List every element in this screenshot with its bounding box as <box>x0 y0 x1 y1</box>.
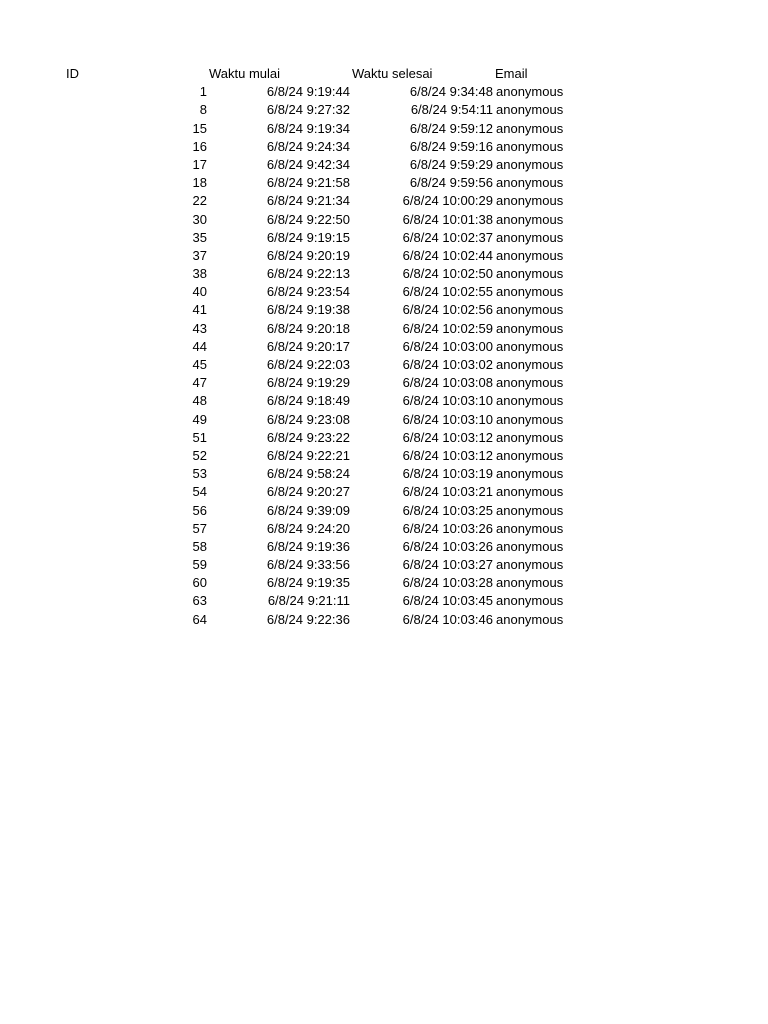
header-end-time: Waktu selesai <box>352 66 433 81</box>
cell-end-time: 6/8/24 10:03:10 <box>402 393 493 409</box>
cell-end-time: 6/8/24 10:03:27 <box>402 557 493 573</box>
cell-end-time: 6/8/24 10:03:19 <box>402 466 493 482</box>
cell-start-time: 6/8/24 9:19:44 <box>266 84 350 100</box>
data-table <box>0 65 768 629</box>
cell-end-time: 6/8/24 10:03:21 <box>402 484 493 500</box>
cell-id: 41 <box>192 302 207 318</box>
cell-start-time: 6/8/24 9:23:54 <box>266 284 350 300</box>
cell-start-time: 6/8/24 9:24:20 <box>266 520 350 536</box>
cell-start-time: 6/8/24 9:23:22 <box>266 429 350 445</box>
cell-end-time: 6/8/24 10:03:12 <box>402 447 493 463</box>
cell-email: anonymous <box>496 593 564 609</box>
cell-start-time: 6/8/24 9:19:15 <box>266 229 350 245</box>
cell-email: anonymous <box>496 466 564 482</box>
table-row <box>0 283 768 301</box>
cell-start-time: 6/8/24 9:19:38 <box>266 302 350 318</box>
cell-start-time: 6/8/24 9:19:29 <box>266 375 350 391</box>
cell-end-time: 6/8/24 10:03:08 <box>402 375 493 391</box>
cell-id: 45 <box>192 357 207 372</box>
cell-email: anonymous <box>496 484 564 500</box>
cell-email: anonymous <box>496 411 564 427</box>
cell-email: anonymous <box>496 447 564 463</box>
table-row <box>0 520 768 538</box>
cell-start-time: 6/8/24 9:22:21 <box>266 447 350 463</box>
cell-id: 58 <box>192 538 207 554</box>
cell-end-time: 6/8/24 10:02:55 <box>402 284 493 300</box>
cell-id: 51 <box>192 429 207 445</box>
table-row <box>0 538 768 556</box>
cell-id: 18 <box>192 175 207 191</box>
cell-end-time: 6/8/24 10:02:44 <box>402 247 493 263</box>
cell-id: 44 <box>192 338 207 354</box>
cell-id: 48 <box>192 393 207 409</box>
cell-email: anonymous <box>496 575 564 591</box>
cell-end-time: 6/8/24 9:34:48 <box>409 84 493 100</box>
cell-end-time: 6/8/24 9:59:29 <box>409 156 493 172</box>
table-row <box>0 247 768 265</box>
table-row <box>0 101 768 119</box>
cell-start-time: 6/8/24 9:19:36 <box>266 538 350 554</box>
cell-id: 63 <box>192 593 207 609</box>
table-row <box>0 556 768 574</box>
table-row <box>0 465 768 483</box>
cell-id: 38 <box>192 266 207 282</box>
table-row <box>0 192 768 210</box>
header-email: Email <box>495 66 528 81</box>
cell-end-time: 6/8/24 10:03:26 <box>402 520 493 536</box>
table-row <box>0 120 768 138</box>
table-row <box>0 356 768 374</box>
cell-end-time: 6/8/24 10:03:10 <box>402 411 493 427</box>
cell-id: 47 <box>192 375 207 391</box>
cell-email: anonymous <box>496 102 564 118</box>
cell-end-time: 6/8/24 9:59:56 <box>409 175 493 191</box>
cell-email: anonymous <box>496 284 564 300</box>
table-row <box>0 174 768 192</box>
table-row <box>0 483 768 501</box>
cell-end-time: 6/8/24 10:03:02 <box>402 357 493 372</box>
cell-email: anonymous <box>496 429 564 445</box>
cell-end-time: 6/8/24 10:03:25 <box>402 502 493 518</box>
cell-start-time: 6/8/24 9:20:17 <box>266 338 350 354</box>
cell-id: 1 <box>199 84 207 100</box>
cell-start-time: 6/8/24 9:33:56 <box>266 557 350 573</box>
cell-start-time: 6/8/24 9:21:58 <box>266 175 350 191</box>
cell-email: anonymous <box>496 229 564 245</box>
cell-start-time: 6/8/24 9:19:35 <box>266 575 350 591</box>
cell-start-time: 6/8/24 9:22:13 <box>266 266 350 282</box>
table-row <box>0 156 768 174</box>
cell-start-time: 6/8/24 9:58:24 <box>266 466 350 482</box>
cell-id: 49 <box>192 411 207 427</box>
cell-start-time: 6/8/24 9:23:08 <box>266 411 350 427</box>
cell-email: anonymous <box>496 611 564 627</box>
cell-start-time: 6/8/24 9:24:34 <box>266 138 350 154</box>
cell-id: 57 <box>192 520 207 536</box>
cell-email: anonymous <box>496 84 564 100</box>
table-row <box>0 611 768 629</box>
cell-id: 8 <box>199 102 207 118</box>
table-row <box>0 411 768 429</box>
cell-end-time: 6/8/24 10:03:12 <box>402 429 493 445</box>
cell-start-time: 6/8/24 9:19:34 <box>266 120 350 136</box>
cell-email: anonymous <box>496 211 564 227</box>
cell-email: anonymous <box>496 520 564 536</box>
table-body <box>0 83 768 629</box>
cell-start-time: 6/8/24 9:27:32 <box>266 102 350 118</box>
cell-email: anonymous <box>496 557 564 573</box>
cell-email: anonymous <box>496 393 564 409</box>
cell-id: 40 <box>192 284 207 300</box>
table-row <box>0 429 768 447</box>
table-row <box>0 592 768 610</box>
cell-email: anonymous <box>496 502 564 518</box>
table-row <box>0 502 768 520</box>
cell-start-time: 6/8/24 9:20:18 <box>266 320 350 336</box>
table-row <box>0 338 768 356</box>
cell-id: 37 <box>192 247 207 263</box>
cell-email: anonymous <box>496 193 564 209</box>
cell-end-time: 6/8/24 10:03:28 <box>402 575 493 591</box>
cell-start-time: 6/8/24 9:42:34 <box>266 156 350 172</box>
cell-email: anonymous <box>496 538 564 554</box>
header-id: ID <box>66 66 79 81</box>
cell-id: 35 <box>192 229 207 245</box>
cell-start-time: 6/8/24 9:20:27 <box>266 484 350 500</box>
cell-email: anonymous <box>496 247 564 263</box>
table-row <box>0 320 768 338</box>
table-row <box>0 138 768 156</box>
cell-end-time: 6/8/24 10:00:29 <box>402 193 493 209</box>
cell-end-time: 6/8/24 10:02:37 <box>402 229 493 245</box>
cell-start-time: 6/8/24 9:20:19 <box>266 247 350 263</box>
cell-end-time: 6/8/24 9:59:12 <box>409 120 493 136</box>
cell-id: 59 <box>192 557 207 573</box>
cell-id: 17 <box>192 156 207 172</box>
cell-email: anonymous <box>496 138 564 154</box>
table-row <box>0 392 768 410</box>
table-row <box>0 301 768 319</box>
cell-id: 16 <box>192 138 207 154</box>
cell-end-time: 6/8/24 10:03:45 <box>402 593 493 609</box>
cell-end-time: 6/8/24 10:03:26 <box>402 538 493 554</box>
cell-email: anonymous <box>496 338 564 354</box>
cell-email: anonymous <box>496 175 564 191</box>
cell-end-time: 6/8/24 9:54:11 <box>410 102 493 118</box>
cell-email: anonymous <box>496 320 564 336</box>
cell-start-time: 6/8/24 9:21:11 <box>267 593 350 609</box>
cell-start-time: 6/8/24 9:22:50 <box>266 211 350 227</box>
cell-end-time: 6/8/24 10:03:46 <box>402 611 493 627</box>
cell-id: 22 <box>192 193 207 209</box>
cell-start-time: 6/8/24 9:18:49 <box>266 393 350 409</box>
table-row <box>0 211 768 229</box>
cell-id: 56 <box>192 502 207 518</box>
table-header-row <box>0 65 768 83</box>
cell-id: 64 <box>192 611 207 627</box>
cell-email: anonymous <box>496 302 564 318</box>
cell-id: 15 <box>192 120 207 136</box>
cell-end-time: 6/8/24 10:02:56 <box>402 302 493 318</box>
table-row <box>0 447 768 465</box>
table-row <box>0 574 768 592</box>
cell-id: 54 <box>192 484 207 500</box>
table-row <box>0 265 768 283</box>
cell-end-time: 6/8/24 10:02:59 <box>402 320 493 336</box>
cell-id: 43 <box>192 320 207 336</box>
cell-id: 60 <box>192 575 207 591</box>
cell-end-time: 6/8/24 10:03:00 <box>402 338 493 354</box>
header-start-time: Waktu mulai <box>209 66 281 81</box>
table-row <box>0 83 768 101</box>
cell-email: anonymous <box>496 357 564 372</box>
cell-id: 52 <box>192 447 207 463</box>
cell-start-time: 6/8/24 9:22:03 <box>266 357 350 372</box>
cell-start-time: 6/8/24 9:22:36 <box>266 611 350 627</box>
cell-email: anonymous <box>496 156 564 172</box>
cell-start-time: 6/8/24 9:39:09 <box>266 502 350 518</box>
cell-id: 30 <box>192 211 207 227</box>
cell-end-time: 6/8/24 10:02:50 <box>402 266 493 282</box>
cell-id: 53 <box>192 466 207 482</box>
table-row <box>0 229 768 247</box>
cell-start-time: 6/8/24 9:21:34 <box>266 193 350 209</box>
cell-end-time: 6/8/24 9:59:16 <box>409 138 493 154</box>
cell-email: anonymous <box>496 375 564 391</box>
table-row <box>0 374 768 392</box>
cell-email: anonymous <box>496 120 564 136</box>
cell-email: anonymous <box>496 266 564 282</box>
cell-end-time: 6/8/24 10:01:38 <box>402 211 493 227</box>
